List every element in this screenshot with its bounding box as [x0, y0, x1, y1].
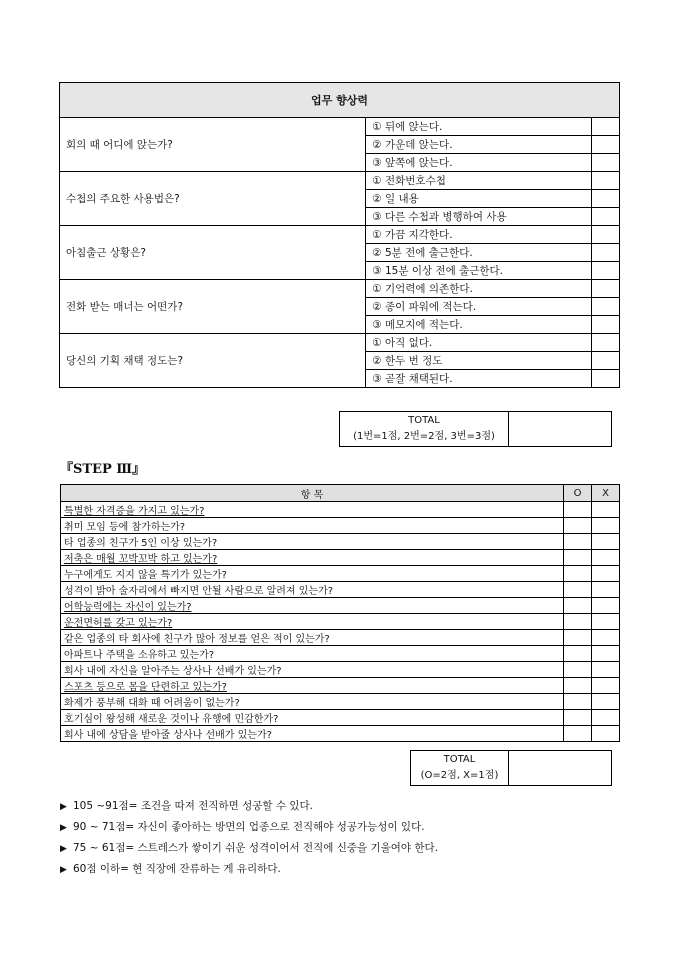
answer-o-cell[interactable] [564, 502, 592, 518]
item-text: 특별한 자격증을 가지고 있는가? [61, 502, 564, 518]
item-text: 성격이 밝아 술자리에서 빠지면 안될 사람으로 알려져 있는가? [61, 582, 564, 598]
result-text: 90 ~ 71점= 자신이 좋아하는 방면의 업종으로 전직해야 성공가능성이 있다. [73, 821, 425, 833]
answer-checkbox[interactable] [591, 208, 619, 226]
answer-o-cell[interactable] [564, 550, 592, 566]
answer-checkbox[interactable] [591, 244, 619, 262]
question-row [60, 226, 620, 244]
table-row [61, 598, 620, 614]
question-row [60, 334, 620, 352]
item-text: 아파트나 주택을 소유하고 있는가? [61, 646, 564, 662]
item-text: 운전면허를 갖고 있는가? [61, 614, 564, 630]
result-item [60, 838, 438, 859]
answer-checkbox[interactable] [591, 118, 619, 136]
answer-o-cell[interactable] [564, 710, 592, 726]
question-row [60, 118, 620, 136]
bullet-triangle-icon: ▶ [60, 865, 67, 875]
question-row [60, 280, 620, 298]
option-text: ③ 15분 이상 전에 출근한다. [366, 262, 591, 280]
bullet-triangle-icon: ▶ [60, 802, 67, 812]
item-text: 스포츠 등으로 몸을 단련하고 있는가? [61, 678, 564, 694]
scoring-note: (1번=1점, 2번=2점, 3번=3점) [353, 431, 495, 442]
option-text: ① 전화번호수첩 [366, 172, 591, 190]
option-text: ③ 메모지에 적는다. [366, 316, 591, 334]
table-row [61, 582, 620, 598]
table-row [61, 614, 620, 630]
answer-x-cell[interactable] [592, 534, 620, 550]
question-text: 당신의 기획 채택 정도는? [60, 334, 366, 388]
header-item: 항 목 [61, 485, 564, 502]
table-row [61, 550, 620, 566]
option-text: ③ 다른 수첩과 병행하여 사용 [366, 208, 591, 226]
answer-x-cell[interactable] [592, 598, 620, 614]
answer-checkbox[interactable] [591, 262, 619, 280]
answer-o-cell[interactable] [564, 534, 592, 550]
question-text: 전화 받는 매너는 어떤가? [60, 280, 366, 334]
answer-x-cell[interactable] [592, 518, 620, 534]
question-text: 회의 때 어디에 앉는가? [60, 118, 366, 172]
item-text: 화제가 풍부해 대화 때 어려움이 없는가? [61, 694, 564, 710]
answer-checkbox[interactable] [591, 370, 619, 388]
answer-checkbox[interactable] [591, 334, 619, 352]
option-text: ② 가운데 앉는다. [366, 136, 591, 154]
answer-x-cell[interactable] [592, 726, 620, 742]
question-text: 수첩의 주요한 사용법은? [60, 172, 366, 226]
answer-checkbox[interactable] [591, 172, 619, 190]
total-title: TOTAL [443, 754, 476, 765]
result-text: 105 ~91점= 조건을 따져 전직하면 성공할 수 있다. [73, 800, 313, 812]
table-row [61, 534, 620, 550]
header-x: X [592, 485, 620, 502]
answer-x-cell[interactable] [592, 582, 620, 598]
option-text: ② 종이 파워에 적는다. [366, 298, 591, 316]
answer-checkbox[interactable] [591, 352, 619, 370]
table-row [61, 710, 620, 726]
answer-o-cell[interactable] [564, 678, 592, 694]
header-o: O [564, 485, 592, 502]
answer-o-cell[interactable] [564, 518, 592, 534]
option-text: ② 일 내용 [366, 190, 591, 208]
item-text: 어학능력에는 자신이 있는가? [61, 598, 564, 614]
table-row [61, 518, 620, 534]
result-text: 60점 이하= 현 직장에 잔류하는 게 유리하다. [73, 863, 281, 875]
answer-checkbox[interactable] [591, 136, 619, 154]
option-text: ③ 앞쪽에 앉는다. [366, 154, 591, 172]
answer-o-cell[interactable] [564, 598, 592, 614]
section-title: 업무 향상력 [60, 83, 620, 118]
table-row [61, 646, 620, 662]
question-text: 아침출근 상황은? [60, 226, 366, 280]
answer-x-cell[interactable] [592, 678, 620, 694]
table-row [61, 662, 620, 678]
option-text: ① 아직 없다. [366, 334, 591, 352]
answer-x-cell[interactable] [592, 502, 620, 518]
table-row [61, 630, 620, 646]
work-improvement-table [59, 82, 620, 388]
answer-o-cell[interactable] [564, 630, 592, 646]
table-row [61, 678, 620, 694]
step3-items [61, 502, 620, 742]
item-text: 호기심이 왕성해 새로운 것이나 유행에 민감한가? [61, 710, 564, 726]
answer-o-cell[interactable] [564, 582, 592, 598]
answer-o-cell[interactable] [564, 694, 592, 710]
answer-checkbox[interactable] [591, 298, 619, 316]
total-label [411, 751, 509, 786]
option-text: ② 한두 번 정도 [366, 352, 591, 370]
answer-checkbox[interactable] [591, 280, 619, 298]
step3-table [60, 484, 620, 742]
answer-x-cell[interactable] [592, 566, 620, 582]
question-row [60, 172, 620, 190]
item-text: 같은 업종의 타 회사에 친구가 많아 정보를 얻은 적이 있는가? [61, 630, 564, 646]
total-label [340, 412, 509, 447]
item-text: 누구에게도 지지 않을 특기가 있는가? [61, 566, 564, 582]
total-title: TOTAL [408, 415, 440, 426]
table-row [61, 694, 620, 710]
total-box-step3 [410, 750, 612, 786]
answer-x-cell[interactable] [592, 710, 620, 726]
answer-x-cell[interactable] [592, 550, 620, 566]
option-text: ① 기억력에 의존한다. [366, 280, 591, 298]
answer-checkbox[interactable] [591, 316, 619, 334]
table-row [61, 726, 620, 742]
result-item [60, 796, 438, 817]
option-text: ② 5분 전에 출근한다. [366, 244, 591, 262]
result-text: 75 ~ 61점= 스트레스가 쌓이기 쉬운 성격이어서 전직에 신중을 기울여야 한다. [73, 842, 439, 854]
answer-x-cell[interactable] [592, 614, 620, 630]
total-box-section1 [339, 411, 612, 447]
answer-o-cell[interactable] [564, 566, 592, 582]
answer-x-cell[interactable] [592, 662, 620, 678]
answer-x-cell[interactable] [592, 646, 620, 662]
option-text: ③ 곧잘 채택된다. [366, 370, 591, 388]
answer-checkbox[interactable] [591, 190, 619, 208]
item-text: 회사 내에 자신을 알아주는 상사나 선배가 있는가? [61, 662, 564, 678]
answer-checkbox[interactable] [591, 154, 619, 172]
result-list [60, 796, 438, 880]
item-text: 회사 내에 상담을 받아줄 상사나 선배가 있는가? [61, 726, 564, 742]
total-score-field[interactable] [509, 412, 612, 447]
table-row [61, 502, 620, 518]
bullet-triangle-icon: ▶ [60, 823, 67, 833]
answer-x-cell[interactable] [592, 630, 620, 646]
answer-o-cell[interactable] [564, 726, 592, 742]
item-text: 취미 모임 등에 참가하는가? [61, 518, 564, 534]
option-text: ① 뒤에 앉는다. [366, 118, 591, 136]
bullet-triangle-icon: ▶ [60, 844, 67, 854]
answer-o-cell[interactable] [564, 614, 592, 630]
table-row [61, 566, 620, 582]
option-text: ① 가끔 지각한다. [366, 226, 591, 244]
answer-o-cell[interactable] [564, 662, 592, 678]
answer-x-cell[interactable] [592, 694, 620, 710]
answer-o-cell[interactable] [564, 646, 592, 662]
total-score-field[interactable] [509, 751, 612, 786]
step3-title: 『STEP Ⅲ』 [60, 462, 146, 477]
scoring-note: (O=2점, X=1점) [420, 770, 499, 781]
result-item [60, 859, 438, 880]
result-item [60, 817, 438, 838]
item-text: 저축은 매월 꼬박꼬박 하고 있는가? [61, 550, 564, 566]
answer-checkbox[interactable] [591, 226, 619, 244]
item-text: 타 업종의 친구가 5인 이상 있는가? [61, 534, 564, 550]
